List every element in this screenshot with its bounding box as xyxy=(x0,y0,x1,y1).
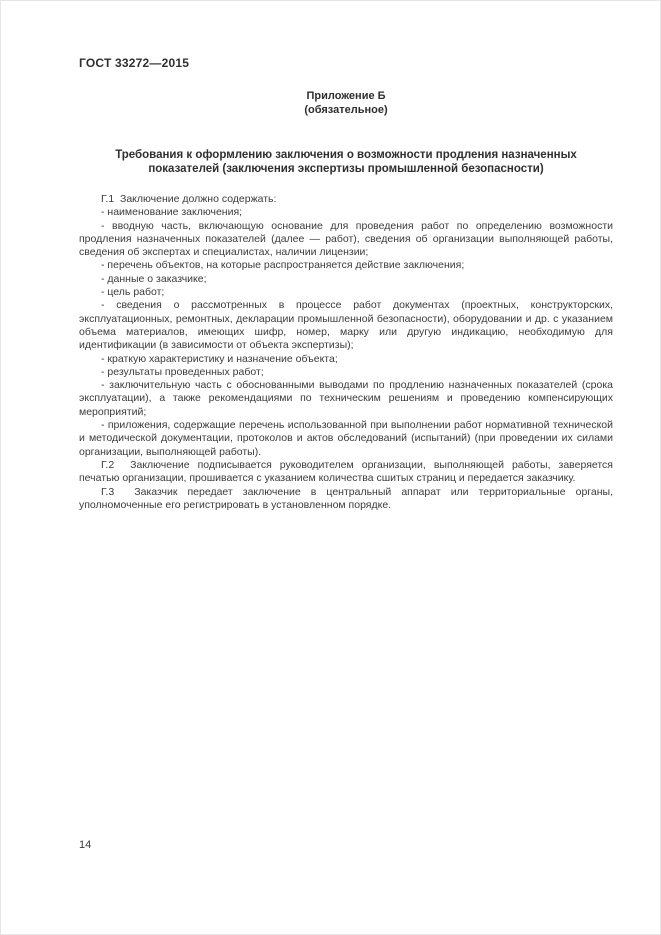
paragraph: - заключительную часть с обоснованными выводами по продлению назначенных показателей (срока эксплуатации), а также рекомендациями по техническим решениям и проведению компенсирующих мероприятий; xyxy=(79,379,613,418)
standard-code: ГОСТ 33272—2015 xyxy=(79,56,190,70)
paragraph: Г.1 Заключение должно содержать: xyxy=(101,193,277,205)
paragraph: Г.3 Заказчик передает заключение в центральный аппарат или территориальные органы, уполномоченные его регистрировать в установленном порядке. xyxy=(79,485,613,511)
paragraph: - краткую характеристику и назначение объекта; xyxy=(101,352,338,365)
annex-heading xyxy=(79,90,613,117)
annex-qualifier: (обязательное) xyxy=(304,103,388,116)
paragraph: - наименование заключения; xyxy=(101,206,243,219)
paragraph: - приложения, содержащие перечень использованной при выполнении работ нормативной технической и методической документации, протоколов и актов обследований (испытаний) (при проведении их силами организации, выполняющей работы). xyxy=(79,419,613,458)
annex-label: Приложение Б xyxy=(306,90,386,102)
paragraph: - вводную часть, включающую основание для проведения работ по определению возможности продления назначенных показателей (далее — работ), сведения об организации выполняющей работы, сведения об экспертах и специалистах, наличии лицензии; xyxy=(79,219,613,259)
paragraph: - цель работ; xyxy=(101,286,165,299)
page-title: Требования к оформлению заключения о возможности продления назначенных показателей (заключения экспертизы промышленной безопасности) xyxy=(115,149,577,175)
paragraph: - результаты проведенных работ; xyxy=(101,365,264,378)
body-text xyxy=(79,193,613,512)
page-number: 14 xyxy=(79,839,92,851)
paragraph: - сведения о рассмотренных в процессе работ документах (проектных, конструкторских, эксплуатационных, ремонтных, декларации промышленной безопасности), оборудовании и др. с указанием объема материалов, имеющих шифр, номер, марку или другую индикацию, необходимую для идентификации (в зависимости от объекта экспертизы); xyxy=(79,299,613,352)
paragraph: - перечень объектов, на которые распространяется действие заключения; xyxy=(101,259,465,272)
paragraph: - данные о заказчике; xyxy=(101,272,207,285)
paragraph: Г.2 Заключение подписывается руководителем организации, выполняющей работы, заверяется печатью организации, прошивается с указанием количества сшитых страниц и передается заказчику. xyxy=(79,458,613,485)
